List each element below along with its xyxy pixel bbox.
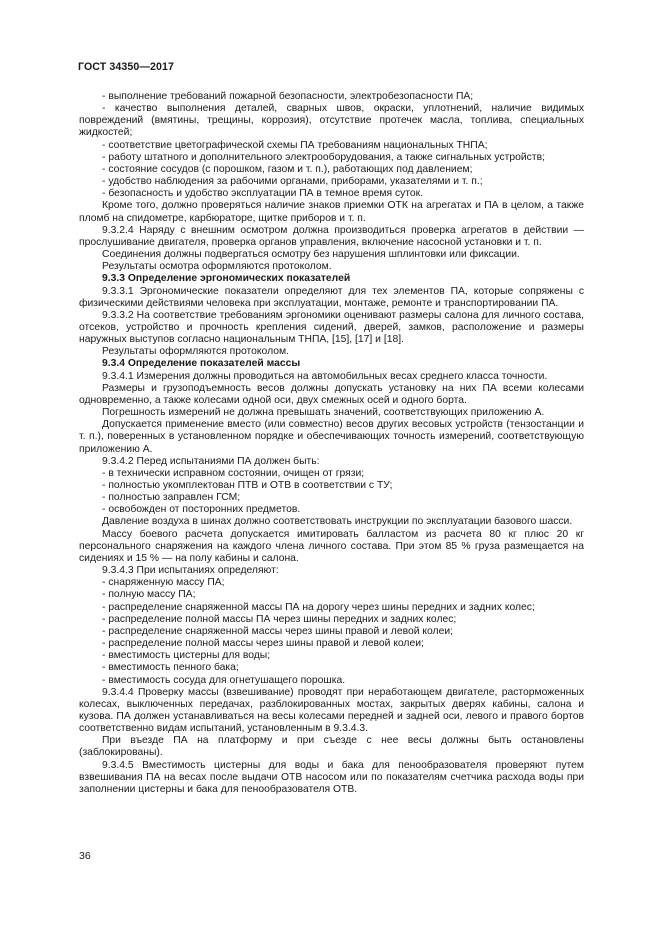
paragraph: Допускается применение вместо (или совместно) весов других весовых устройств (тензостанции и т. п.), поверенных в установленном порядке и обеспечивающих точность измерений, соответствующую приложению А. xyxy=(79,419,584,455)
paragraph: - удобство наблюдения за рабочими органами, приборами, указателями и т. п.; xyxy=(102,176,483,188)
paragraph: - полностью укомплектован ПТВ и ОТВ в соответствии с ТУ; xyxy=(102,480,393,491)
paragraph: 9.3.4.2 Перед испытаниями ПА должен быть: xyxy=(102,455,320,467)
paragraph: - работу штатного и дополнительного электрооборудования, а также сигнальных устройств; xyxy=(102,151,545,163)
paragraph: Результаты осмотра оформляются протоколом. xyxy=(102,261,332,273)
document-header: ГОСТ 34350—2017 xyxy=(78,61,175,73)
paragraph: - вместимость сосуда для огнетушащего порошка. xyxy=(102,674,346,686)
paragraph: 9.3.4.1 Измерения должны проводиться на автомобильных весах среднего класса точности. xyxy=(102,370,548,382)
section-heading: 9.3.4 Определение показателей массы xyxy=(102,358,301,370)
paragraph: - распределение снаряженной массы ПА на дорогу через шины передних и задних колес; xyxy=(102,601,535,613)
paragraph: - качество выполнения деталей, сварных швов, окраски, уплотнений, наличие видимых повреждений (вмятины, трещины, коррозия), отсутствие протечек масла, топлива, специальных жидкостей; xyxy=(79,103,584,139)
paragraph: - распределение полной массы через шины правой и левой колеи; xyxy=(102,638,424,650)
paragraph: 9.3.2.4 Наряду с внешним осмотром должна производиться проверка агрегатов в действии — прослушивание двигателя, проверка органов управления, включение насосной установки и т. п. xyxy=(79,224,584,248)
paragraph: 9.3.4.5 Вместимость цистерны для воды и бака для пенообразователя проверяют путем взвешивания ПА на весах после выдачи ОТВ насосом или по показателям счетчика расхода воды при заполнении цистерны и бака для пенообразователя ОТВ. xyxy=(79,759,584,795)
paragraph: Давление воздуха в шинах должно соответствовать инструкции по эксплуатации базового шасси. xyxy=(102,516,573,528)
document-body xyxy=(79,91,584,796)
paragraph: - распределение снаряженной массы через шины правой и левой колеи; xyxy=(102,625,453,637)
paragraph: - безопасность и удобство эксплуатации ПА в темное время суток. xyxy=(102,188,424,200)
paragraph: Массу боевого расчета допускается имитировать балластом из расчета 80 кг плюс 20 кг персонального снаряжения на каждого члена личного состава. При этом 85 % груза размещается на сидениях и 15 % — на полу кабины и салона. xyxy=(79,528,584,564)
paragraph: Кроме того, должно проверяться наличие знаков приемки ОТК на агрегатах и ПА в целом, а также пломб на спидометре, карбюраторе, щитке приборов и т. п. xyxy=(79,200,584,224)
paragraph: - снаряженную массу ПА; xyxy=(102,577,225,589)
paragraph: При въезде ПА на платформу и при съезде с нее весы должны быть остановлены (заблокированы). xyxy=(79,735,584,759)
paragraph: - в технически исправном состоянии, очищен от грязи; xyxy=(102,467,365,479)
paragraph: Соединения должны подвергаться осмотру без нарушения шплинтовки или фиксации. xyxy=(102,249,520,261)
section-heading: 9.3.3 Определение эргономических показателей xyxy=(102,273,351,285)
paragraph: Погрешность измерений не должна превышать значений, соответствующих приложению А. xyxy=(102,407,545,419)
paragraph: - полностью заправлен ГСМ; xyxy=(102,492,241,504)
page-number: 36 xyxy=(79,850,91,862)
paragraph: 9.3.4.4 Проверку массы (взвешивание) проводят при неработающем двигателе, расторможенных колесах, выключенных передачах, разблокированных мостах, закрытых дверях кабины, салона и кузова. ПА должен устанавливаться на весы колесами передней и задней оси, левого и правого бортов соответственно видам испытаний, установленным в 9.3.4.3. xyxy=(79,686,584,735)
paragraph: 9.3.3.2 На соответствие требованиям эргономики оценивают размеры салона для личного состава, отсеков, устройство и прочность крепления сидений, дверей, замков, расположение и размеры наружных выступов согласно национальным ТНПА, [15], [17] и [18]. xyxy=(79,309,584,346)
paragraph: - вместимость цистерны для воды; xyxy=(102,650,271,662)
paragraph: - распределение полной массы ПА через шины передних и задних колес; xyxy=(102,613,457,625)
paragraph: - освобожден от посторонних предметов. xyxy=(102,504,301,516)
paragraph: - состояние сосудов (с порошком, газом и т. п.), работающих под давлением; xyxy=(102,163,473,175)
paragraph: - полную массу ПА; xyxy=(102,589,196,601)
paragraph: - выполнение требований пожарной безопасности, электробезопасности ПА; xyxy=(102,91,474,102)
paragraph: Результаты оформляются протоколом. xyxy=(102,346,289,358)
paragraph: 9.3.3.1 Эргономические показатели определяют для тех элементов ПА, которые сопряжены с физическими действиями человека при эксплуатации, монтаже, ремонте и транспортировании ПА. xyxy=(79,285,584,309)
paragraph: - соответствие цветографической схемы ПА требованиям национальных ТНПА; xyxy=(102,139,488,151)
paragraph: 9.3.4.3 При испытаниях определяют: xyxy=(102,565,279,577)
paragraph: - вместимость пенного бака; xyxy=(102,662,239,674)
paragraph: Размеры и грузоподъемность весов должны допускать установку на них ПА всеми колесами одновременно, а также колесами одной оси, двух смежных осей и одного борта. xyxy=(79,382,584,406)
